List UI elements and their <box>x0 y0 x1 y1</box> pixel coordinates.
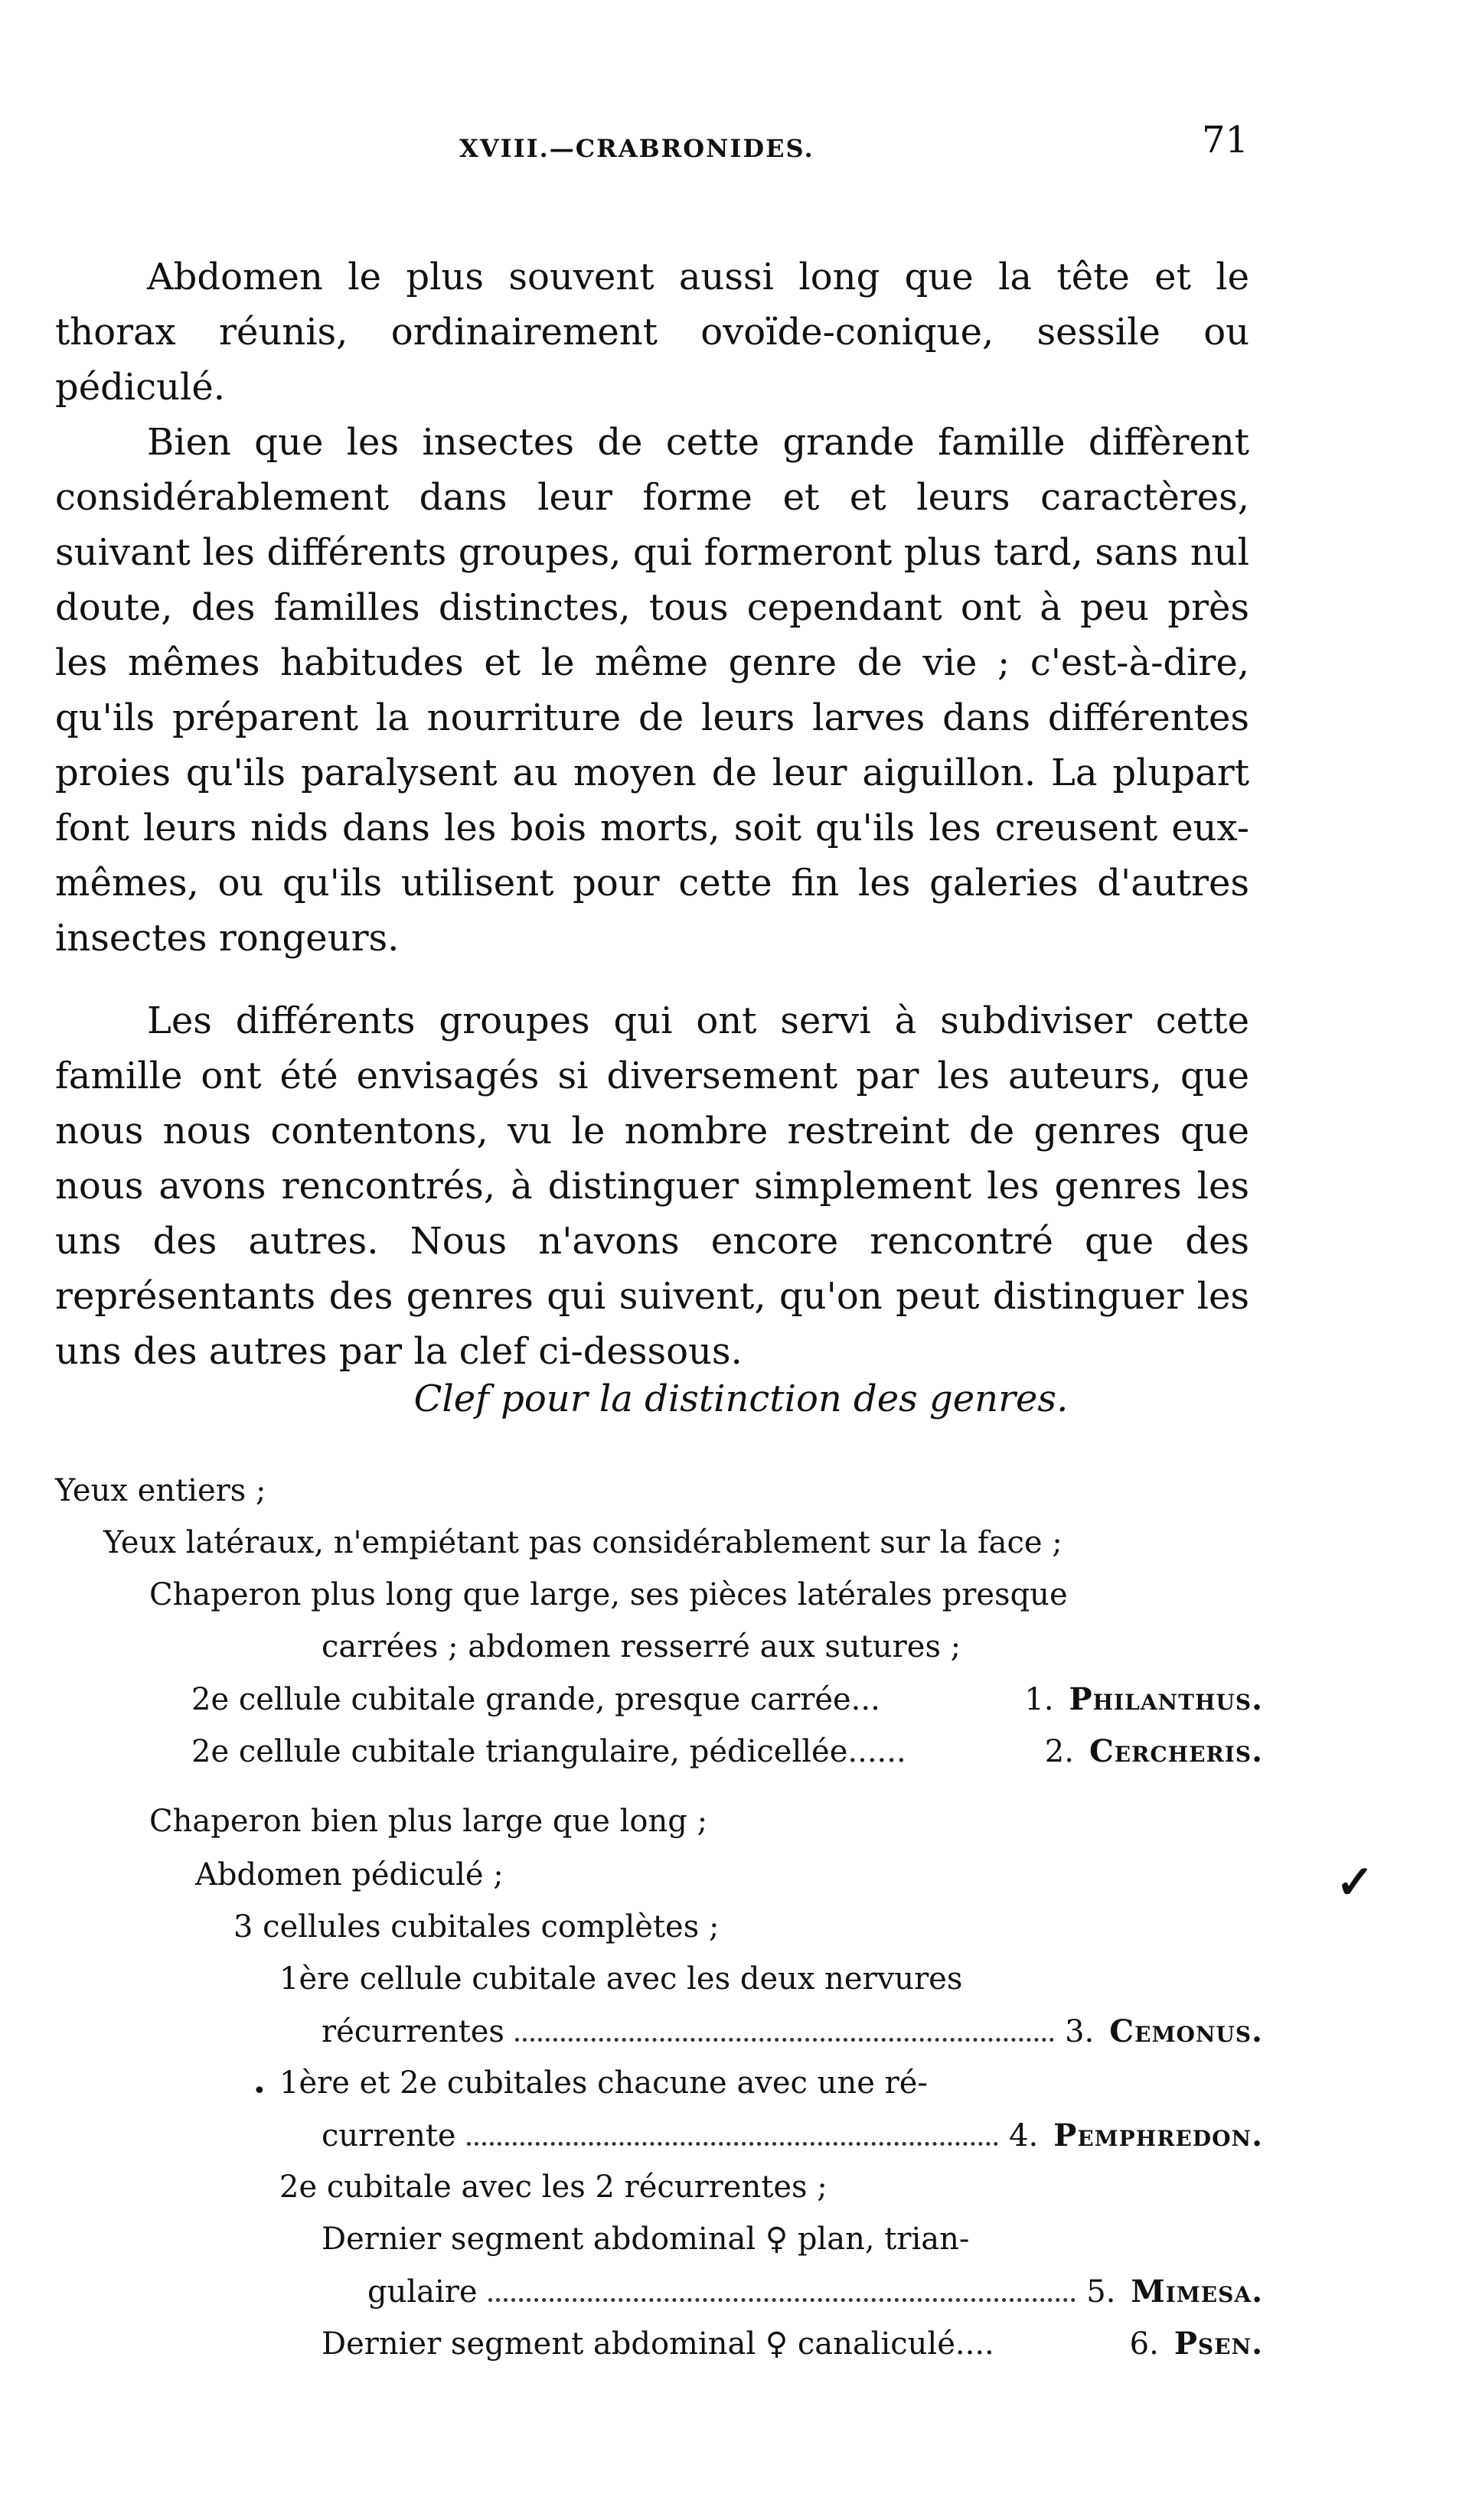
genus-name: Philanthus. <box>1069 1681 1263 1717</box>
paragraph-habits: Bien que les insectes de cette grande famille diffèrent considérablement dans leur forme et et leurs caractères, suivant les différents groupes, qui formeront plus tard, sans nul doute, des familles distinctes, tous cependant ont à peu près les mêmes habitudes et le même genre de vie ; c'est-à-dire, qu'ils préparent la nourriture de leurs larves dans différentes proies qu'ils paralysent au moyen de leur aiguillon. La plupart font leurs nids dans les bois morts, soit qu'ils les creusent eux-mêmes, ou qu'ils utilisent pour cette fin les galeries d'autres insectes rongeurs. <box>55 421 1249 960</box>
key-entry-philanthus <box>191 1681 1263 1717</box>
key-entry-label: Dernier segment abdominal ♀ canaliculé.... <box>322 2326 994 2362</box>
page-header <box>0 119 1482 172</box>
genus-number: 6. <box>1129 2326 1159 2362</box>
paragraph-groups: Les différents groupes qui ont servi à subdiviser cette famille ont été envisagés si diversement par les auteurs, que nous nous contentons, vu le nombre restreint de genres que nous avons rencontrés, à distinguer simplement les genres les uns des autres. Nous n'avons encore rencontré que des représentants des genres qui suivent, qu'on peut distinguer les uns des autres par la clef ci-dessous. <box>55 999 1249 1373</box>
dot-leader <box>515 2038 1054 2042</box>
key-entry-mimesa <box>367 2274 1263 2310</box>
key-line-clypeus-long: Chaperon plus long que large, ses pièces latérales presque <box>149 1577 1068 1612</box>
key-entry-psen <box>322 2326 1263 2362</box>
key-entry-label: gulaire <box>367 2274 478 2310</box>
stray-dot-mark: • <box>253 2078 266 2104</box>
genus-name: Psen. <box>1174 2326 1263 2362</box>
genus-number: 1. <box>1024 1682 1054 1717</box>
key-entry-label: récurrentes <box>322 2014 504 2049</box>
genus-number: 3. <box>1065 2014 1095 2049</box>
page-number: 71 <box>1202 119 1249 161</box>
key-entry-label: 2e cellule cubitale grande, presque carrée... <box>191 1682 880 1717</box>
key-entry-cercheris <box>191 1733 1263 1769</box>
key-line-eyes-entire: Yeux entiers ; <box>55 1473 266 1508</box>
margin-check-mark: ✓ <box>1336 1856 1375 1909</box>
key-line-lateral-eyes: Yeux latéraux, n'empiétant pas considérablement sur la face ; <box>103 1525 1063 1560</box>
key-line-three-cubitals: 3 cellules cubitales complètes ; <box>233 1909 720 1945</box>
genus-name: Mimesa. <box>1131 2274 1263 2310</box>
key-entry-label: currente <box>322 2118 456 2153</box>
key-entry-cemonus <box>322 2013 1263 2049</box>
genus-name: Pemphredon. <box>1053 2117 1263 2153</box>
key-line-first-cubital: 1ère cellule cubitale avec les deux nervures <box>279 1961 963 1997</box>
genus-name: Cemonus. <box>1109 2013 1263 2049</box>
key-entry-label: 2e cellule cubitale triangulaire, pédicellée...... <box>191 1734 906 1769</box>
key-title: Clef pour la distinction des genres. <box>413 1377 1069 1420</box>
running-title: XVIII.—CRABRONIDES. <box>459 134 814 163</box>
key-line-abdomen-pediculate: Abdomen pédiculé ; <box>195 1857 504 1892</box>
dot-leader <box>467 2142 999 2146</box>
key-line-clypeus-wide: Chaperon bien plus large que long ; <box>149 1804 708 1839</box>
key-line-second-cubital: 2e cubitale avec les 2 récurrentes ; <box>279 2170 828 2205</box>
paragraph-abdomen: Abdomen le plus souvent aussi long que la tête et le thorax réunis, ordinairement ovoïde-conique, sessile ou pédiculé. <box>55 256 1249 409</box>
genus-number: 5. <box>1086 2274 1116 2310</box>
genus-number: 4. <box>1009 2118 1039 2153</box>
key-line-last-segment-flat: Dernier segment abdominal ♀ plan, trian- <box>322 2222 970 2257</box>
key-entry-pemphredon <box>322 2117 1263 2153</box>
key-line-first-second-cubital: 1ère et 2e cubitales chacune avec une ré- <box>279 2065 928 2101</box>
genus-number: 2. <box>1044 1734 1074 1769</box>
genus-name: Cercheris. <box>1089 1733 1263 1769</box>
key-line-clypeus-long-cont: carrées ; abdomen resserré aux sutures ; <box>322 1629 961 1664</box>
dot-leader <box>488 2298 1076 2302</box>
